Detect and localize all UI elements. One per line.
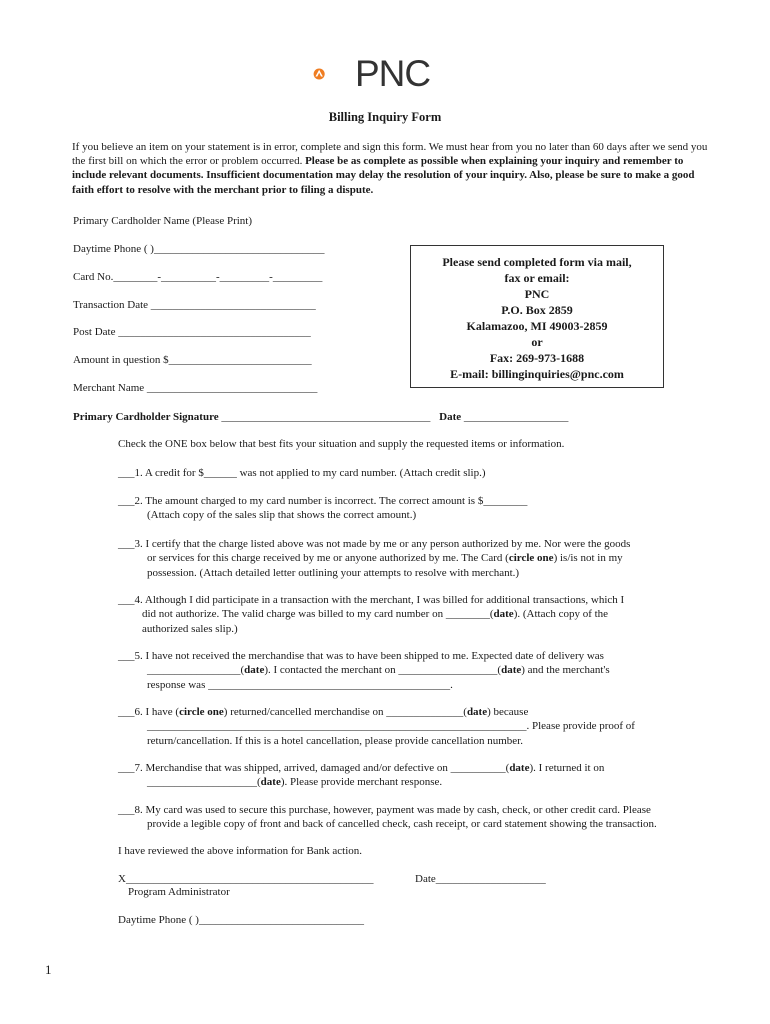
option-4-line2a: did not authorize. The valid charge was billed to my card number on ________(: [142, 608, 494, 621]
mailing-address-box: [410, 245, 664, 388]
option-5-date2: date: [501, 664, 522, 677]
bank-review-text: I have reviewed the above information for Bank action.: [118, 845, 363, 857]
intro-bold: Please be as complete as possible when explaining your inquiry and remember to include relevant documents. Insufficient documentation may delay the resolution of your inquiry. Also, please be sure to make a good faith effort to resolve with the merchant prior to filing a dispute.: [72, 155, 695, 196]
option-7[interactable]: [118, 761, 698, 790]
admin-phone-line[interactable]: Daytime Phone ( )______________________________: [118, 914, 364, 926]
cardholder-name-field[interactable]: Primary Cardholder Name (Please Print): [73, 215, 253, 227]
mail-line: E-mail: billinginquiries@pnc.com: [450, 367, 624, 381]
option-7-date2: date: [260, 776, 281, 789]
mail-line: PNC: [524, 287, 550, 301]
amount-field[interactable]: Amount in question $__________________________: [73, 354, 312, 366]
transaction-date-field[interactable]: Transaction Date ______________________________: [73, 299, 316, 311]
option-6-date: date: [466, 706, 488, 718]
form-title: Billing Inquiry Form: [328, 110, 442, 124]
option-6-line1a: ___6. I have (: [118, 706, 180, 718]
option-3[interactable]: [118, 537, 698, 580]
option-1[interactable]: [118, 466, 698, 480]
option-3-line3: possession. (Attach detailed letter outlining your attempts to resolve with merchant.): [147, 566, 520, 579]
option-8-text: ___8. My card was used to secure this purchase, however, payment was made by cash, check, or other credit card. Please: [118, 804, 651, 816]
signature-date-blank[interactable]: ___________________: [461, 411, 569, 423]
option-3-line2a: or services for this charge received by me or anyone authorized by me. The Card (: [147, 552, 509, 565]
intro-plain: If you believe an item on your statement is in error, complete and sign this form. We must hear from you no later than 60 days after we send you the first bill on which the error or problem occurred.: [72, 141, 708, 168]
mail-line: fax or email:: [504, 271, 570, 285]
option-6-line2: _____________________________________________________________________. Please provide proof of: [147, 720, 635, 733]
post-date-field[interactable]: Post Date ___________________________________: [73, 326, 311, 338]
option-6[interactable]: [118, 705, 698, 748]
mail-line: Fax: 269-973-1688: [489, 351, 585, 365]
pnc-logo-text: PNC: [355, 53, 431, 94]
program-administrator-label: Program Administrator: [128, 886, 230, 898]
option-2[interactable]: [118, 494, 698, 523]
option-5-text: ___5. I have not received the merchandise that was to have been shipped to me. Expected date of delivery was: [118, 650, 604, 662]
merchant-name-field[interactable]: Merchant Name _______________________________: [73, 382, 318, 394]
signature-date-label: Date: [439, 411, 462, 423]
signature-label: Primary Cardholder Signature: [73, 411, 219, 423]
mail-line: Kalamazoo, MI 49003-2859: [466, 319, 608, 333]
pnc-logo-mark: [313, 52, 353, 96]
mail-line: or: [531, 335, 543, 349]
option-3-text: ___3. I certify that the charge listed above was not made by me or any person authorized by me. Nor were the goods: [118, 538, 631, 550]
option-4-text: ___4. Although I did participate in a transaction with the merchant, I was billed for additional transactions, which I: [118, 594, 625, 606]
option-4[interactable]: [118, 593, 698, 636]
option-8-line2: provide a legible copy of front and back of cancelled check, cash receipt, or card statement showing the transaction.: [147, 818, 657, 831]
page-number: 1: [45, 962, 52, 977]
option-7-line1b: ). I returned it on: [529, 762, 605, 774]
option-7-line2b: ). Please provide merchant response.: [280, 776, 443, 789]
signature-line[interactable]: [73, 411, 568, 423]
signature-blank[interactable]: ______________________________________: [218, 411, 434, 423]
card-number-field[interactable]: Card No.________-__________-_________-_________: [73, 271, 323, 283]
option-6-line1c: ) because: [487, 706, 529, 718]
option-5[interactable]: [118, 649, 698, 692]
mail-line: P.O. Box 2859: [501, 303, 573, 317]
option-7-date1: date: [509, 762, 530, 774]
option-5-line2a: _________________(: [147, 664, 245, 677]
option-5-line3: response was ____________________________________________.: [147, 678, 453, 691]
option-3-line2b: ) is/is not in my: [553, 552, 623, 565]
option-3-circle-one: circle one: [508, 552, 554, 565]
option-2-text: ___2. The amount charged to my card number is incorrect. The correct amount is $________: [118, 495, 528, 507]
option-5-line2b: ). I contacted the merchant on __________________(: [264, 664, 502, 677]
option-4-line2b: ). (Attach copy of the: [513, 608, 609, 621]
admin-date-line[interactable]: Date____________________: [415, 873, 546, 885]
option-7-line2a: ____________________(: [147, 776, 261, 789]
option-4-line3: authorized sales slip.): [142, 622, 238, 635]
option-7-line1a: ___7. Merchandise that was shipped, arrived, damaged and/or defective on __________(: [118, 762, 510, 774]
option-6-line3: return/cancellation. If this is a hotel cancellation, please provide cancellation number.: [147, 734, 523, 747]
option-2-note: (Attach copy of the sales slip that shows the correct amount.): [147, 509, 417, 522]
intro-paragraph: [72, 140, 712, 197]
option-1-text: ___1. A credit for $______ was not applied to my card number. (Attach credit slip.): [118, 467, 486, 479]
mail-line: Please send completed form via mail,: [442, 255, 632, 269]
admin-signature-line[interactable]: X_____________________________________________: [118, 873, 374, 885]
option-6-circle-one: circle one: [179, 706, 224, 718]
daytime-phone-field[interactable]: Daytime Phone ( )_______________________________: [73, 243, 325, 255]
option-4-date: date: [493, 608, 514, 621]
instruction-text: Check the ONE box below that best fits your situation and supply the requested items or information.: [118, 438, 565, 450]
option-5-line2c: ) and the merchant's: [521, 664, 610, 677]
option-8[interactable]: [118, 803, 698, 832]
option-6-line1b: ) returned/cancelled merchandise on ______________(: [223, 706, 467, 718]
option-5-date1: date: [244, 664, 265, 677]
